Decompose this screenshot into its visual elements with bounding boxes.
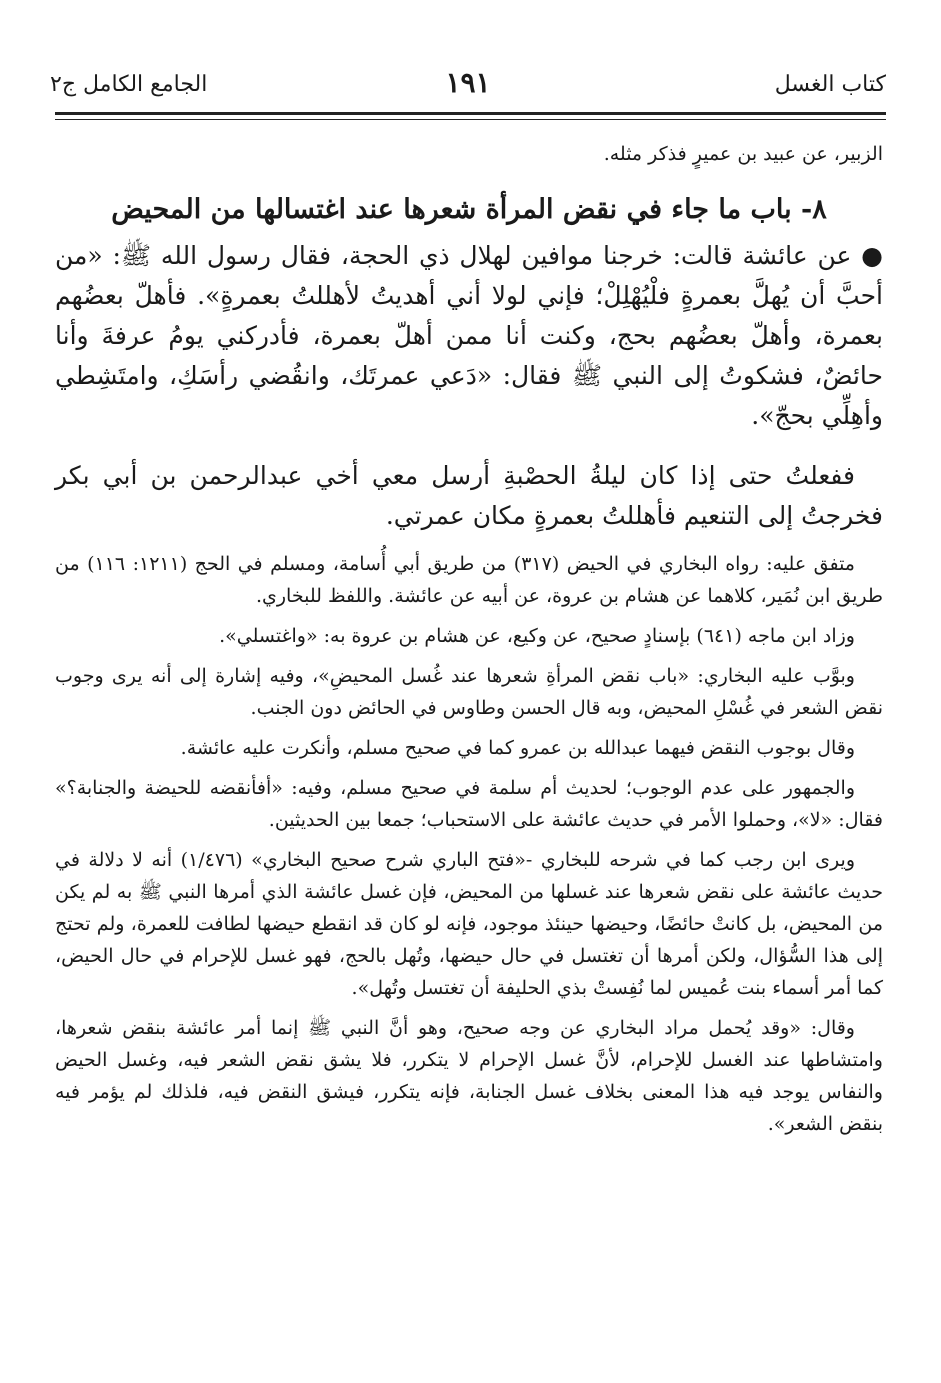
takhrij-paragraph: وزاد ابن ماجه (٦٤١) بإسنادٍ صحيح، عن وكيع، عن هشام بن عروة به: «واغتسلي». (219, 625, 855, 647)
carry-line-text: الزبير، عن عبيد بن عميرٍ فذكر مثله. (603, 143, 883, 165)
carry-over-line (55, 138, 883, 170)
takhrij-paragraph: والجمهور على عدم الوجوب؛ لحديث أم سلمة في صحيح مسلم، وفيه: «أفأنقضه للحيضة والجنابة؟» فقال: «لا»، وحملوا الأمر في حديث عائشة على الاستحباب؛ جمعا بين الحديثين. (55, 777, 883, 831)
chapter-heading-text: ٨- باب ما جاء في نقض المرأة شعرها عند اغتسالها من المحيض (111, 194, 827, 225)
takhrij-paragraph: وقال: «وقد يُحمل مراد البخاري عن وجه صحيح، وهو أنَّ النبي ﷺ إنما أمر عائشة بنقض شعرها، وامتشاطها عند الغسل للإحرام، لأنَّ غسل الإحرام لا يتكرر، فلا يشق نقض الشعر فيه، وغسل الحيض والنفاس يوجد فيه هذا المعنى بخلاف غسل الجنابة، فإنه يتكرر، فيشق النقض فيه، فلذلك لم يؤمر فيه بنقض الشعر». (55, 1017, 883, 1135)
chapter-heading (55, 192, 883, 228)
takhrij-paragraph: متفق عليه: رواه البخاري في الحيض (٣١٧) من طريق أبي أُسامة، ومسلم في الحج (١٢١١: ١١٦) من طريق ابن نُمَير، كلاهما عن هشام بن عروة، عن أبيه عن عائشة. واللفظ للبخاري. (55, 553, 883, 607)
book-title: الجامع الكامل ج٢ (50, 72, 208, 97)
commentary (55, 548, 883, 1140)
header-rule-thick (55, 112, 886, 115)
hadith-main (55, 236, 883, 436)
chapter-title: كتاب الغسل (774, 72, 886, 97)
hadith-continued (55, 456, 883, 536)
takhrij-paragraph: ويرى ابن رجب كما في شرحه للبخاري -«فتح الباري شرح صحيح البخاري» (١/٤٧٦) أنه لا دلالة في حديث عائشة على نقض شعرها عند غسلها من المحيض، فإن غسل عائشة الذي أمرها النبي ﷺ به لم يكن من المحيض، بل كانتْ حائضًا، وحيضها حينئذ موجود، فإنه لو كان قد انقطع حيضها لطافت للعمرة، ولم تحتج إلى هذا السُّؤال، ولكن أمرها أن تغتسل في حال حيضها، وتُهل بالحج، فهو غسل للإحرام في حال الحيض، كما أمر أسماء بنت عُميس لما نُفِستْ بذي الحليفة أن تغتسل وتُهل». (55, 849, 883, 999)
page-header (50, 66, 886, 106)
takhrij-paragraph: وبوَّب عليه البخاري: «باب نقض المرأةِ شعرها عند غُسل المحيضِ»، وفيه إشارة إلى أنه يرى وجوب نقض الشعر في غُسْلِ المحيض، وبه قال الحسن وطاوس في الحائض دون الجنب. (55, 665, 883, 719)
header-rule-thin (55, 119, 886, 120)
hadith-continued-text: ففعلتُ حتى إذا كان ليلةُ الحصْبةِ أرسل معي أخي عبدالرحمن بن أبي بكر فخرجتُ إلى التنعيم فأهللتُ بعمرةٍ مكان عمرتي. (55, 461, 883, 530)
page-number: ١٩١ (445, 66, 491, 99)
takhrij-paragraph: وقال بوجوب النقض فيهما عبدالله بن عمرو كما في صحيح مسلم، وأنكرت عليه عائشة. (180, 737, 855, 759)
hadith-main-text: ● عن عائشة قالت: خرجنا موافين لهلال ذي الحجة، فقال رسول الله ﷺ: «من أحبَّ أن يُهلَّ بعمرةٍ فلْيُهْلِلْ؛ فإني لولا أني أهديتُ لأهللتُ بعمرةٍ». فأهلّ بعضُهم بعمرة، وأهلّ بعضُهم بحج، وكنت أنا ممن أهلّ بعمرة، فأدركني يومُ عرفةَ وأنا حائضٌ، فشكوتُ إلى النبي ﷺ فقال: «دَعي عمرتَك، وانقُضي رأسَكِ، وامتَشِطي وأهِلِّي بحجّ». (55, 241, 883, 430)
